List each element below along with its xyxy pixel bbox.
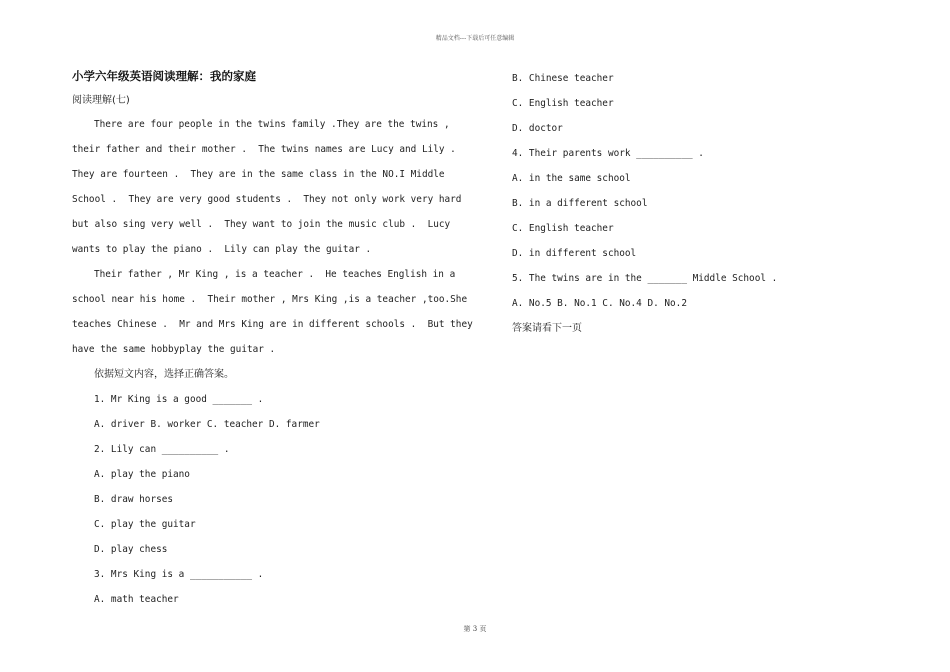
paragraph-line: Their father , Mr King , is a teacher . He teaches English in a [94, 269, 456, 280]
question-line: 1. Mr King is a good _______ . [94, 394, 264, 405]
answer-note: 答案请看下一页 [512, 323, 582, 334]
question-line: 4. Their parents work __________ . [512, 148, 704, 159]
paragraph-line: school near his home . Their mother , Mrs King ,is a teacher ,too.She [72, 294, 468, 305]
option-line: A. math teacher [94, 594, 179, 605]
paragraph-line: They are fourteen . They are in the same class in the NO.I Middle [72, 169, 445, 180]
option-line: C. English teacher [512, 98, 614, 109]
paragraph-line: but also sing very well . They want to join the music club . Lucy [72, 219, 451, 230]
option-line: B. Chinese teacher [512, 73, 614, 84]
option-line: A. play the piano [94, 469, 190, 480]
page-footer: 第 3 页 [463, 625, 487, 633]
question-list-left [72, 387, 472, 612]
paragraph-line: School . They are very good students . They not only work very hard [72, 194, 462, 205]
right-column [512, 66, 892, 341]
option-line: B. draw horses [94, 494, 174, 505]
option-line: D. play chess [94, 544, 168, 555]
paragraph-line: teaches Chinese . Mr and Mrs King are in different schools . But they [72, 319, 473, 330]
option-line: B. in a different school [512, 198, 648, 209]
paragraph-line: wants to play the piano . Lily can play the guitar . [72, 244, 372, 255]
option-line: C. English teacher [512, 223, 614, 234]
left-column [72, 66, 472, 612]
option-line: D. doctor [512, 123, 563, 134]
question-line: 3. Mrs King is a ___________ . [94, 569, 264, 580]
reading-paragraph-2 [72, 262, 472, 362]
question-line: 2. Lily can __________ . [94, 444, 230, 455]
reading-paragraph-1 [72, 112, 472, 262]
document-title: 小学六年级英语阅读理解：我的家庭 [72, 69, 256, 83]
section-subtitle: 阅读理解(七) [72, 95, 130, 106]
paragraph-line: their father and their mother . The twins names are Lucy and Lily . [72, 144, 456, 155]
option-line: A. in the same school [512, 173, 631, 184]
option-line: D. in different school [512, 248, 637, 259]
option-line: A. driver B. worker C. teacher D. farmer [94, 419, 320, 430]
paragraph-line: There are four people in the twins family .They are the twins , [94, 119, 450, 130]
instruction-text: 依据短文内容，选择正确答案。 [94, 369, 234, 380]
option-line: A. No.5 B. No.1 C. No.4 D. No.2 [512, 298, 687, 309]
page-header: 精品文档---下载后可任意编辑 [435, 35, 515, 42]
paragraph-line: have the same hobbyplay the guitar . [72, 344, 276, 355]
question-line: 5. The twins are in the _______ Middle School . [512, 273, 778, 284]
option-line: C. play the guitar [94, 519, 196, 530]
